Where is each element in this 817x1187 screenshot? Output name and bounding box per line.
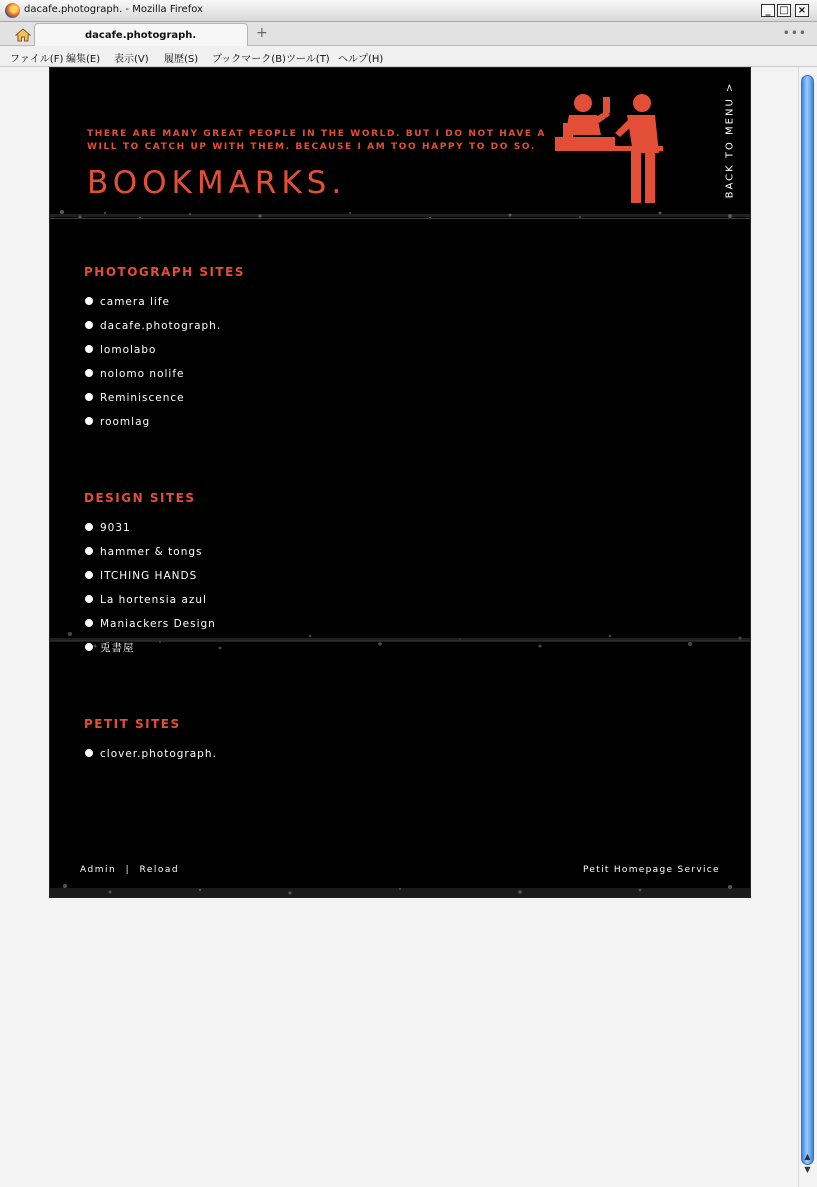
section-heading: DESIGN SITES — [84, 491, 196, 505]
footer-links — [80, 865, 184, 875]
tab-label: dacafe.photograph. — [85, 30, 197, 41]
header-divider — [50, 218, 750, 219]
tab-dacafe[interactable] — [34, 23, 248, 46]
scroll-down-icon[interactable]: ▼ — [804, 1165, 811, 1174]
menu-tools[interactable]: ツール(T) — [286, 54, 330, 65]
bookmark-link[interactable]: Reminiscence — [84, 389, 245, 413]
counter-people-logo — [555, 93, 671, 203]
section-heading: PHOTOGRAPH SITES — [84, 265, 245, 279]
menu-view[interactable]: 表示(V) — [114, 54, 149, 65]
bookmark-link[interactable]: La hortensia azul — [84, 591, 216, 615]
tab-strip — [0, 22, 817, 46]
link-list — [84, 293, 245, 437]
link-list — [84, 745, 217, 769]
footer-separator: | — [125, 865, 131, 875]
bookmark-link[interactable]: 9031 — [84, 519, 216, 543]
section-photograph-sites — [84, 265, 245, 437]
bookmark-link[interactable]: roomlag — [84, 413, 245, 437]
bookmark-link[interactable]: ITCHING HANDS — [84, 567, 216, 591]
window-titlebar — [0, 0, 817, 22]
scroll-up-icon[interactable]: ▲ — [804, 1152, 811, 1161]
menu-edit[interactable]: 編集(E) — [66, 54, 101, 65]
section-petit-sites — [84, 717, 217, 769]
bookmark-link[interactable]: 兎書屋 — [84, 639, 216, 663]
scrollbar-thumb[interactable] — [801, 75, 814, 1165]
petit-homepage-service-link[interactable]: Petit Homepage Service — [583, 865, 720, 875]
grunge-texture-header — [50, 204, 750, 226]
home-tab[interactable] — [8, 24, 36, 45]
firefox-icon — [5, 3, 20, 18]
minimize-button[interactable]: _ — [761, 4, 775, 17]
bookmark-link[interactable]: nolomo nolife — [84, 365, 245, 389]
home-icon — [15, 28, 31, 42]
menu-bar — [0, 46, 817, 67]
reload-link[interactable]: Reload — [139, 865, 180, 875]
menu-bookmarks[interactable]: ブックマーク(B) — [212, 54, 286, 65]
menu-file[interactable]: ファイル(F) — [10, 54, 64, 65]
link-list — [84, 519, 216, 663]
admin-link[interactable]: Admin — [80, 865, 117, 875]
header-tagline: THERE ARE MANY GREAT PEOPLE IN THE WORLD. BUT I DO NOT HAVE A WILL TO CATCH UP WITH THEM. BECAUSE I AM TOO HAPPY TO DO SO. — [87, 129, 546, 152]
bookmark-link[interactable]: hammer & tongs — [84, 543, 216, 567]
menu-history[interactable]: 履歴(S) — [164, 54, 199, 65]
back-to-menu-link[interactable] — [722, 80, 738, 200]
tab-list-icon[interactable]: ••• — [782, 26, 807, 40]
bookmark-link[interactable]: camera life — [84, 293, 245, 317]
bookmark-link[interactable]: clover.photograph. — [84, 745, 217, 769]
section-design-sites — [84, 491, 216, 663]
close-button[interactable]: × — [795, 4, 809, 17]
menu-help[interactable]: ヘルプ(H) — [338, 54, 384, 65]
maximize-button[interactable]: □ — [777, 4, 791, 17]
new-tab-button[interactable]: + — [256, 25, 268, 41]
bookmark-link[interactable]: dacafe.photograph. — [84, 317, 245, 341]
section-heading: PETIT SITES — [84, 717, 181, 731]
vertical-scrollbar[interactable] — [798, 67, 817, 1187]
page-title: BOOKMARKS. — [87, 165, 347, 201]
bookmark-link[interactable]: Maniackers Design — [84, 615, 216, 639]
window-title: dacafe.photograph. - Mozilla Firefox — [24, 4, 203, 15]
bookmark-link[interactable]: lomolabo — [84, 341, 245, 365]
back-to-menu-label: BACK TO MENU > — [724, 81, 736, 199]
bookmarks-page — [50, 68, 750, 897]
